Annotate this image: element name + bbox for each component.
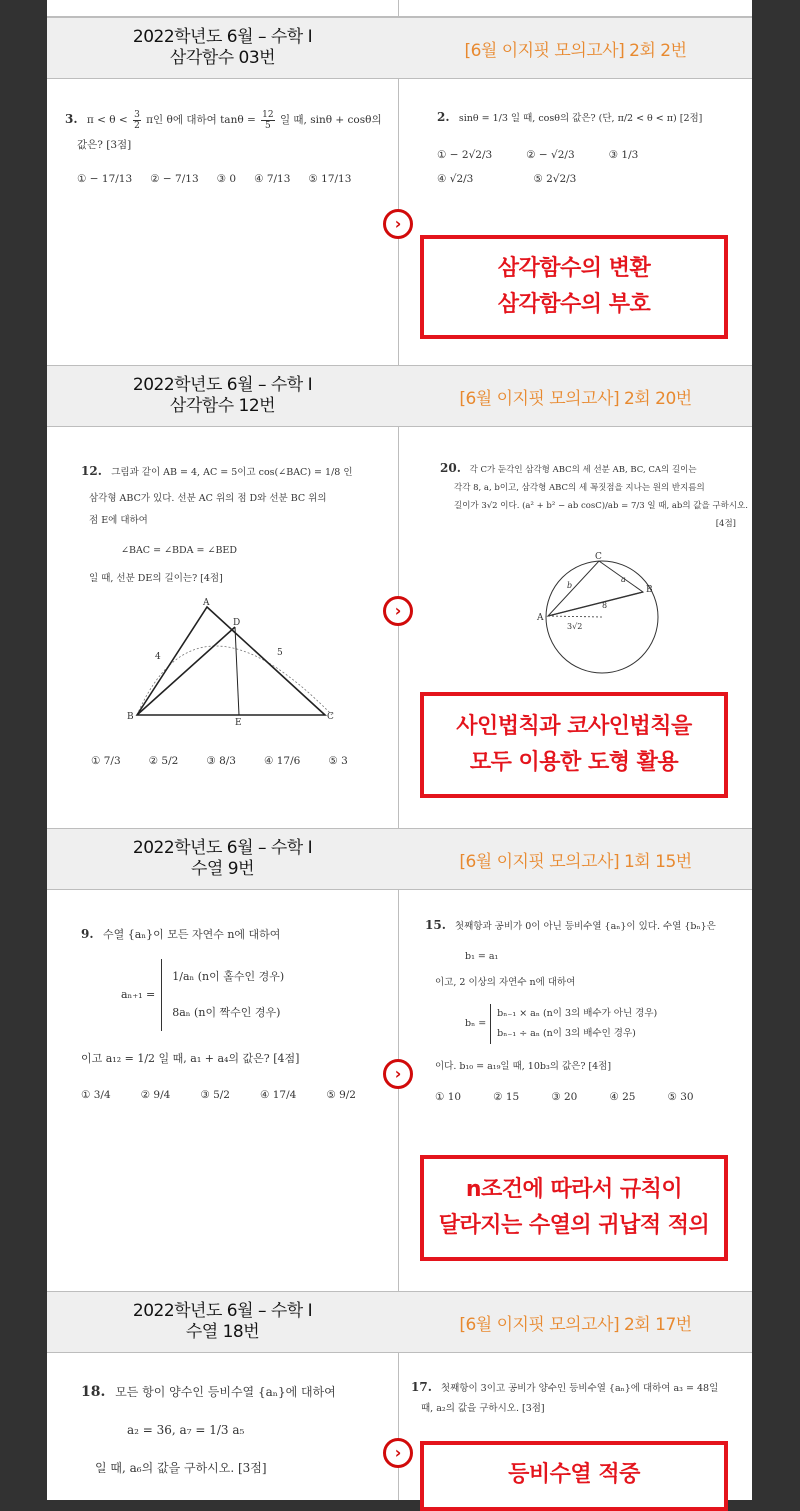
figure-label: b <box>567 581 573 590</box>
analysis-callout <box>420 235 728 339</box>
problem-text: sinθ = 1/3 일 때, cosθ의 값은? (단, π/2 < θ < π) [2점] <box>458 113 703 124</box>
figure-label: a <box>621 575 626 584</box>
choice: ③ 0 <box>216 172 237 185</box>
mock-test-title: [6월 이지핏 모의고사] 2회 2번 <box>464 40 687 61</box>
choice: ④ 7/13 <box>254 172 291 185</box>
exam-title-line2: 삼각함수 12번 <box>169 396 276 416</box>
original-problem <box>81 1381 391 1479</box>
callout-line1: 등비수열 적중 <box>508 1462 640 1487</box>
choice: ⑤ 9/2 <box>326 1089 356 1101</box>
problem-text: b₁ = a₁ <box>465 951 499 962</box>
block-header <box>47 1291 752 1353</box>
callout-line1: 삼각함수의 변환 <box>497 256 651 281</box>
callout-line2: 삼각함수의 부호 <box>497 292 651 317</box>
case-line: bₙ₋₁ ÷ aₙ (n이 3의 배수인 경우) <box>497 1028 636 1039</box>
case-line: 1/aₙ (n이 홀수인 경우) <box>172 970 285 983</box>
fraction: $\frac{3}{2}$ <box>134 109 140 131</box>
choice: ③ 5/2 <box>200 1089 230 1101</box>
mock-test-title: [6월 이지핏 모의고사] 2회 17번 <box>459 1314 692 1335</box>
problem-text: 때, a₂의 값을 구하시오. [3점] <box>421 1403 545 1414</box>
problem-text: 이고, 2 이상의 자연수 n에 대하여 <box>435 977 576 988</box>
analysis-callout <box>420 1441 728 1511</box>
problem-text: π인 θ에 대하여 tanθ = <box>146 114 256 126</box>
problem-number: 18. <box>81 1384 106 1400</box>
exam-title-line2: 수열 18번 <box>185 1322 260 1342</box>
figure-label: E <box>235 718 242 727</box>
chevron-right-icon: › <box>383 209 413 239</box>
figure-label: C <box>327 712 334 722</box>
figure-label: 5 <box>277 648 283 658</box>
problem-number: 20. <box>440 461 461 475</box>
figure-label: B <box>127 712 134 722</box>
case-brace <box>490 1004 657 1044</box>
exam-title-line1: 2022학년도 6월 – 수학 I <box>132 838 313 858</box>
problem-text: bₙ = <box>465 1018 487 1029</box>
comparison-block-1 <box>47 17 752 365</box>
piecewise-definition <box>121 959 391 1031</box>
mock-problem <box>411 1377 747 1419</box>
comparison-block-3 <box>47 828 752 1291</box>
case-line: 8aₙ (n이 짝수인 경우) <box>172 1006 281 1019</box>
problem-number: 12. <box>81 464 102 478</box>
case-brace <box>161 959 284 1031</box>
choice: ① − 17/13 <box>77 172 133 185</box>
problem-text: 각각 8, a, b이고, 삼각형 ABC의 세 꼭짓점을 지나는 원의 반지름의 <box>454 483 705 493</box>
comparison-block-2 <box>47 365 752 828</box>
comparison-block-4 <box>47 1291 752 1500</box>
analysis-callout <box>420 1155 728 1261</box>
figure-label: 3√2 <box>567 622 583 631</box>
problem-text: ∠BAC = ∠BDA = ∠BED <box>121 545 237 556</box>
answer-choices <box>77 169 385 189</box>
problem-number: 2. <box>437 110 450 124</box>
figure-label: 4 <box>155 652 161 662</box>
mock-problem <box>440 459 750 533</box>
original-problem <box>81 461 391 589</box>
choice: ② 5/2 <box>148 755 179 767</box>
piecewise-definition <box>465 1004 745 1044</box>
circle-figure <box>527 550 697 675</box>
problem-number: 9. <box>81 927 94 941</box>
callout-line1: 사인법칙과 코사인법칙을 <box>456 714 692 739</box>
block-header <box>47 828 752 890</box>
exam-title-line2: 수열 9번 <box>191 859 254 879</box>
problem-text: 그림과 같이 AB = 4, AC = 5이고 cos(∠BAC) = 1/8 인 <box>111 467 353 478</box>
choice: ⑤ 3 <box>328 755 348 767</box>
mock-problem <box>437 107 747 189</box>
block-header <box>47 365 752 427</box>
problem-text: aₙ₊₁ = <box>121 988 156 1001</box>
mock-problem <box>425 916 745 1106</box>
original-problem <box>81 924 391 1105</box>
choice: ③ 8/3 <box>206 755 236 767</box>
choice: ⑤ 2√2/3 <box>533 173 577 185</box>
problem-text: 첫째항이 3이고 공비가 양수인 등비수열 {aₙ}에 대하여 a₃ = 48일 <box>440 1383 719 1394</box>
choice: ④ √2/3 <box>437 173 474 185</box>
callout-line2: 모두 이용한 도형 활용 <box>469 750 679 775</box>
choice: ② − 7/13 <box>150 172 199 185</box>
problem-text: 이다. b₁₀ = a₁₉일 때, 10b₃의 값은? [4점] <box>435 1061 612 1072</box>
mock-test-title: [6월 이지핏 모의고사] 1회 15번 <box>459 851 692 872</box>
problem-text: 일 때, sinθ + cosθ의 <box>279 114 382 126</box>
choice: ② 9/4 <box>140 1089 171 1101</box>
problem-text: π < θ < <box>86 114 128 126</box>
exam-title <box>47 1292 398 1352</box>
problem-text: 모든 항이 양수인 등비수열 {aₙ}에 대하여 <box>115 1385 336 1399</box>
choice: ⑤ 30 <box>667 1091 694 1103</box>
figure-label: 8 <box>602 601 608 610</box>
exam-title-line1: 2022학년도 6월 – 수학 I <box>132 27 313 47</box>
problem-text: 이고 a₁₂ = 1/2 일 때, a₁ + a₄의 값은? [4점] <box>81 1052 300 1065</box>
exam-title-line1: 2022학년도 6월 – 수학 I <box>132 375 313 395</box>
triangle-figure <box>117 597 347 727</box>
problem-text: 첫째항과 공비가 0이 아닌 등비수열 {aₙ}이 있다. 수열 {bₙ}은 <box>454 921 716 932</box>
figure-label: B <box>646 585 653 595</box>
problem-text: 삼각형 ABC가 있다. 선분 AC 위의 점 D와 선분 BC 위의 <box>89 493 327 504</box>
mock-test-title: [6월 이지핏 모의고사] 2회 20번 <box>459 388 692 409</box>
exam-title <box>47 829 398 889</box>
choice: ③ 1/3 <box>608 149 639 161</box>
problem-text: 수열 {aₙ}이 모든 자연수 n에 대하여 <box>103 928 281 941</box>
problem-text: 점 E에 대하여 <box>89 515 148 526</box>
problem-text: 일 때, a₆의 값을 구하시오. [3점] <box>95 1461 267 1475</box>
chevron-right-icon: › <box>383 1059 413 1089</box>
answer-choices <box>91 755 348 767</box>
choice: ③ 20 <box>551 1091 578 1103</box>
problem-number: 3. <box>65 112 78 126</box>
callout-line1: n조건에 따라서 규칙이 <box>465 1177 683 1202</box>
choice: ② 15 <box>493 1091 520 1103</box>
choice: ⑤ 17/13 <box>308 172 352 185</box>
choice: ④ 25 <box>609 1091 636 1103</box>
problem-text: 길이가 3√2 이다. (a² + b² − ab cosC)/ab = 7/3 일 때, ab의 값을 구하시오. <box>454 501 748 511</box>
case-line: bₙ₋₁ × aₙ (n이 3의 배수가 아닌 경우) <box>497 1008 658 1019</box>
chevron-right-icon: › <box>383 596 413 626</box>
block-header <box>47 17 752 79</box>
fraction: $\frac{12}{5}$ <box>262 109 274 131</box>
figure-label: A <box>537 613 544 623</box>
choice: ① 3/4 <box>81 1089 111 1101</box>
answer-choices <box>81 1085 391 1105</box>
figure-label: C <box>595 552 602 562</box>
choice: ① 10 <box>435 1091 462 1103</box>
comparison-sheet <box>47 0 752 1500</box>
problem-number: 17. <box>411 1380 432 1394</box>
original-problem <box>65 109 385 189</box>
answer-choices <box>435 1088 745 1106</box>
answer-choices <box>437 169 747 189</box>
problem-text: 일 때, 선분 DE의 길이는? [4점] <box>89 573 223 584</box>
exam-title <box>47 366 398 426</box>
callout-line2: 달라지는 수열의 귀납적 적의 <box>438 1213 710 1238</box>
problem-text: a₂ = 36, a₇ = 1/3 a₅ <box>127 1423 245 1437</box>
problem-text: [4점] <box>715 519 736 529</box>
exam-title-line2: 삼각함수 03번 <box>169 48 276 68</box>
choice: ④ 17/4 <box>259 1089 297 1101</box>
problem-text: 각 C가 둔각인 삼각형 ABC의 세 선분 AB, BC, CA의 길이는 <box>469 465 697 475</box>
figure-label: D <box>233 618 241 628</box>
answer-choices <box>437 145 747 165</box>
figure-label: A <box>203 598 210 608</box>
problem-number: 15. <box>425 918 446 932</box>
choice: ② − √2/3 <box>526 149 575 161</box>
choice: ① − 2√2/3 <box>437 149 493 161</box>
exam-title-line1: 2022학년도 6월 – 수학 I <box>132 1301 313 1321</box>
choice: ④ 17/6 <box>263 755 301 767</box>
problem-text: 값은? [3점] <box>77 138 132 151</box>
exam-title <box>47 18 398 78</box>
analysis-callout <box>420 692 728 798</box>
choice: ① 7/3 <box>91 755 121 767</box>
chevron-right-icon: › <box>383 1438 413 1468</box>
